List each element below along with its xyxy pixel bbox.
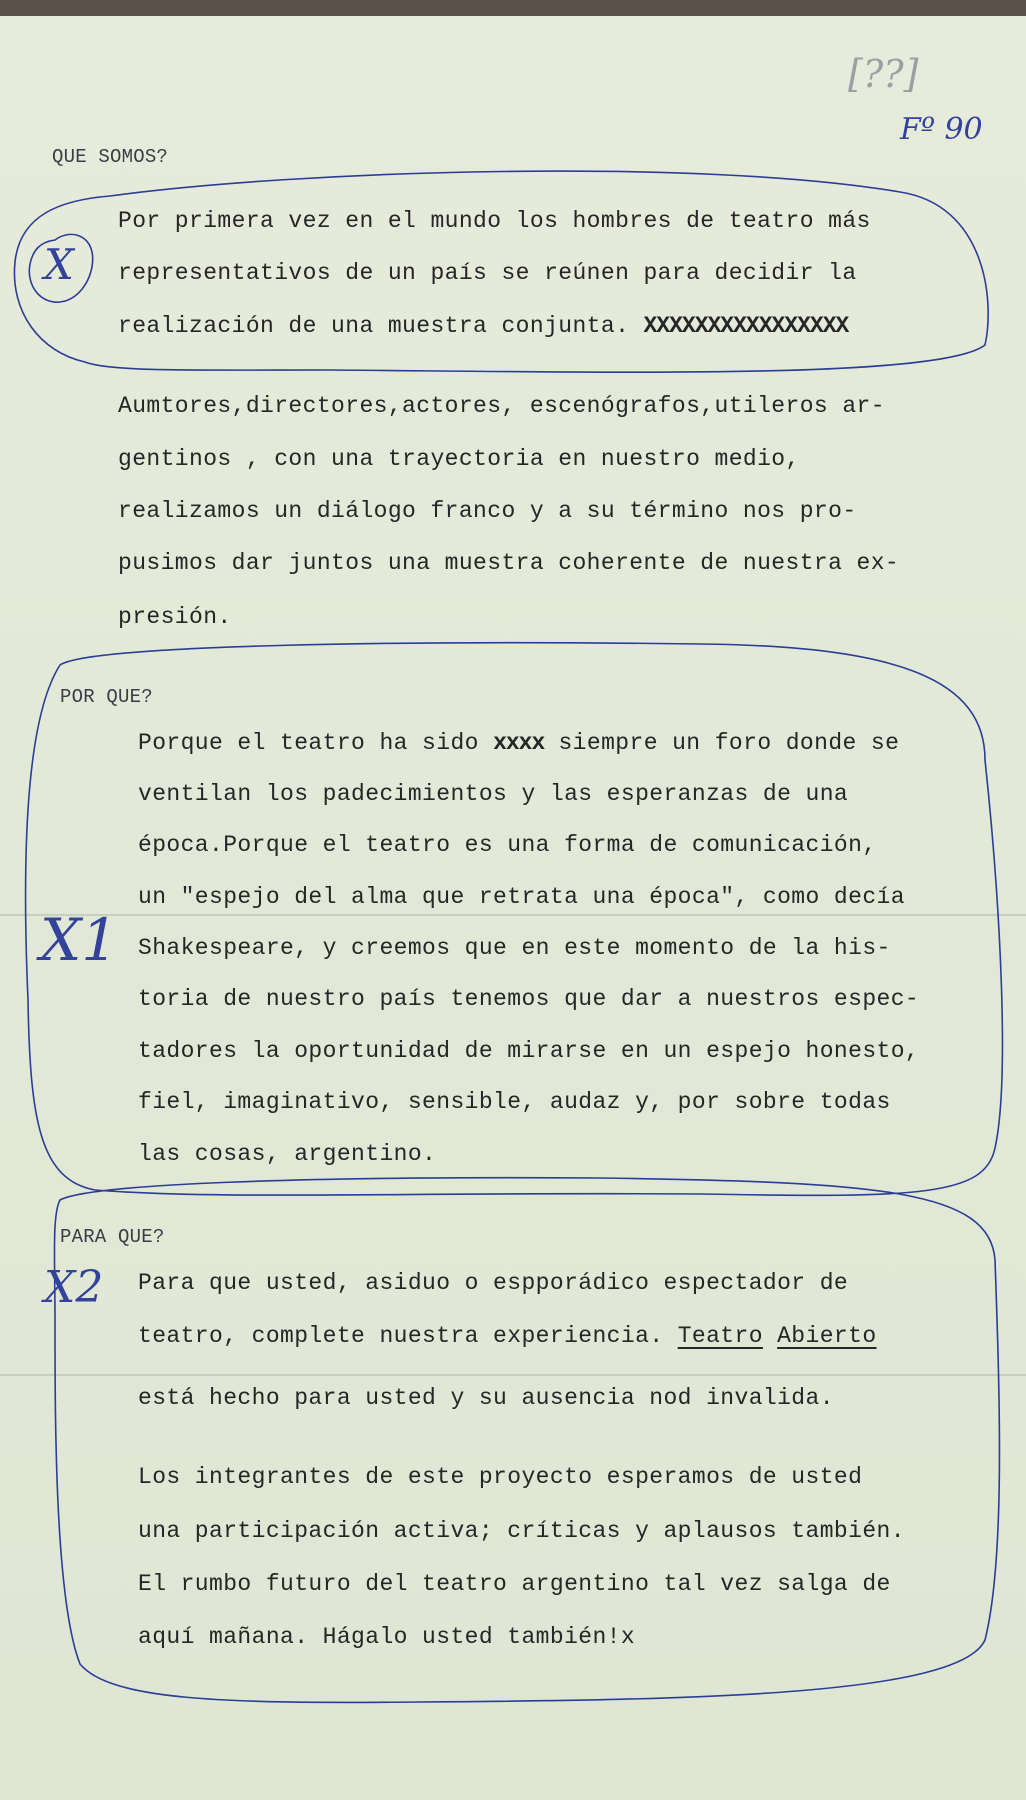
porque-line-2: ventilan los padecimientos y las esperanzas de una xyxy=(138,781,849,807)
somos-p1-line-2: representativos de un país se reúnen para decidir la xyxy=(118,260,857,286)
heading-para-que: PARA QUE? xyxy=(60,1226,165,1248)
underline-space xyxy=(763,1323,777,1349)
x1-mark: X1 xyxy=(40,906,119,974)
underlined-teatro: Teatro xyxy=(677,1323,763,1349)
circled-x-mark: X xyxy=(44,240,74,289)
somos-p2-line-1: Aumtores,directores,actores, escenógrafos,utileros ar- xyxy=(118,393,885,419)
paper-fold-line xyxy=(0,1374,1026,1376)
somos-p1-line-3 xyxy=(118,313,848,339)
somos-p2-line-5: presión. xyxy=(118,604,232,630)
paraque-p2-line-3: El rumbo futuro del teatro argentino tal vez salga de xyxy=(138,1571,891,1597)
paper-crease-line xyxy=(0,914,1026,916)
paraque-p1-line-3: está hecho para usted y su ausencia nod invalida. xyxy=(138,1385,834,1411)
somos-p1-line-1: Por primera vez en el mundo los hombres de teatro más xyxy=(118,208,871,234)
x2-mark: X2 xyxy=(44,1262,104,1313)
heading-que-somos: QUE SOMOS? xyxy=(52,146,169,168)
somos-p2-line-4: pusimos dar juntos una muestra coherente de nuestra ex- xyxy=(118,550,900,576)
pencil-bracket-note: [??] xyxy=(848,52,919,96)
somos-p2-line-2: gentinos , con una trayectoria en nuestro medio, xyxy=(118,446,800,472)
porque-line-1b: siempre un foro donde se xyxy=(544,730,900,756)
porque-line-7: tadores la oportunidad de mirarse en un espejo honesto, xyxy=(138,1038,920,1064)
paraque-p2-line-2: una participación activa; críticas y aplausos también. xyxy=(138,1518,905,1544)
paraque-p2-line-4: aquí mañana. Hágalo usted también!x xyxy=(138,1624,636,1650)
porque-line-3: época.Porque el teatro es una forma de comunicación, xyxy=(138,832,877,858)
paraque-p2-line-1: Los integrantes de este proyecto esperamos de usted xyxy=(138,1464,863,1490)
somos-p2-line-3: realizamos un diálogo franco y a su término nos pro- xyxy=(118,498,857,524)
paraque-p1-line-2 xyxy=(138,1323,877,1349)
underlined-abierto: Abierto xyxy=(777,1323,877,1349)
paraque-p1-line-1: Para que usted, asiduo o espporádico espectador de xyxy=(138,1270,849,1296)
porque-line-6: toria de nuestro país tenemos que dar a nuestros espec- xyxy=(138,986,920,1012)
porque-line-1 xyxy=(138,730,899,756)
porque-line-5: Shakespeare, y creemos que en este momento de la his- xyxy=(138,935,891,961)
porque-line-4: un "espejo del alma que retrata una época", como decía xyxy=(138,884,905,910)
typed-strikeout-xxxx: xxxx xyxy=(493,730,545,756)
typed-strikeout-xs: XXXXXXXXXXXXXXXX xyxy=(643,313,849,339)
paraque-p1-line-2a: teatro, complete nuestra experiencia. xyxy=(138,1323,678,1349)
heading-por-que: POR QUE? xyxy=(60,686,153,708)
porque-line-1a: Porque el teatro ha sido xyxy=(138,730,494,756)
somos-p1-line-3-text: realización de una muestra conjunta. xyxy=(118,313,630,339)
folio-number: Fº 90 xyxy=(900,112,983,147)
porque-line-8: fiel, imaginativo, sensible, audaz y, por sobre todas xyxy=(138,1089,891,1115)
porque-line-9: las cosas, argentino. xyxy=(138,1141,437,1167)
